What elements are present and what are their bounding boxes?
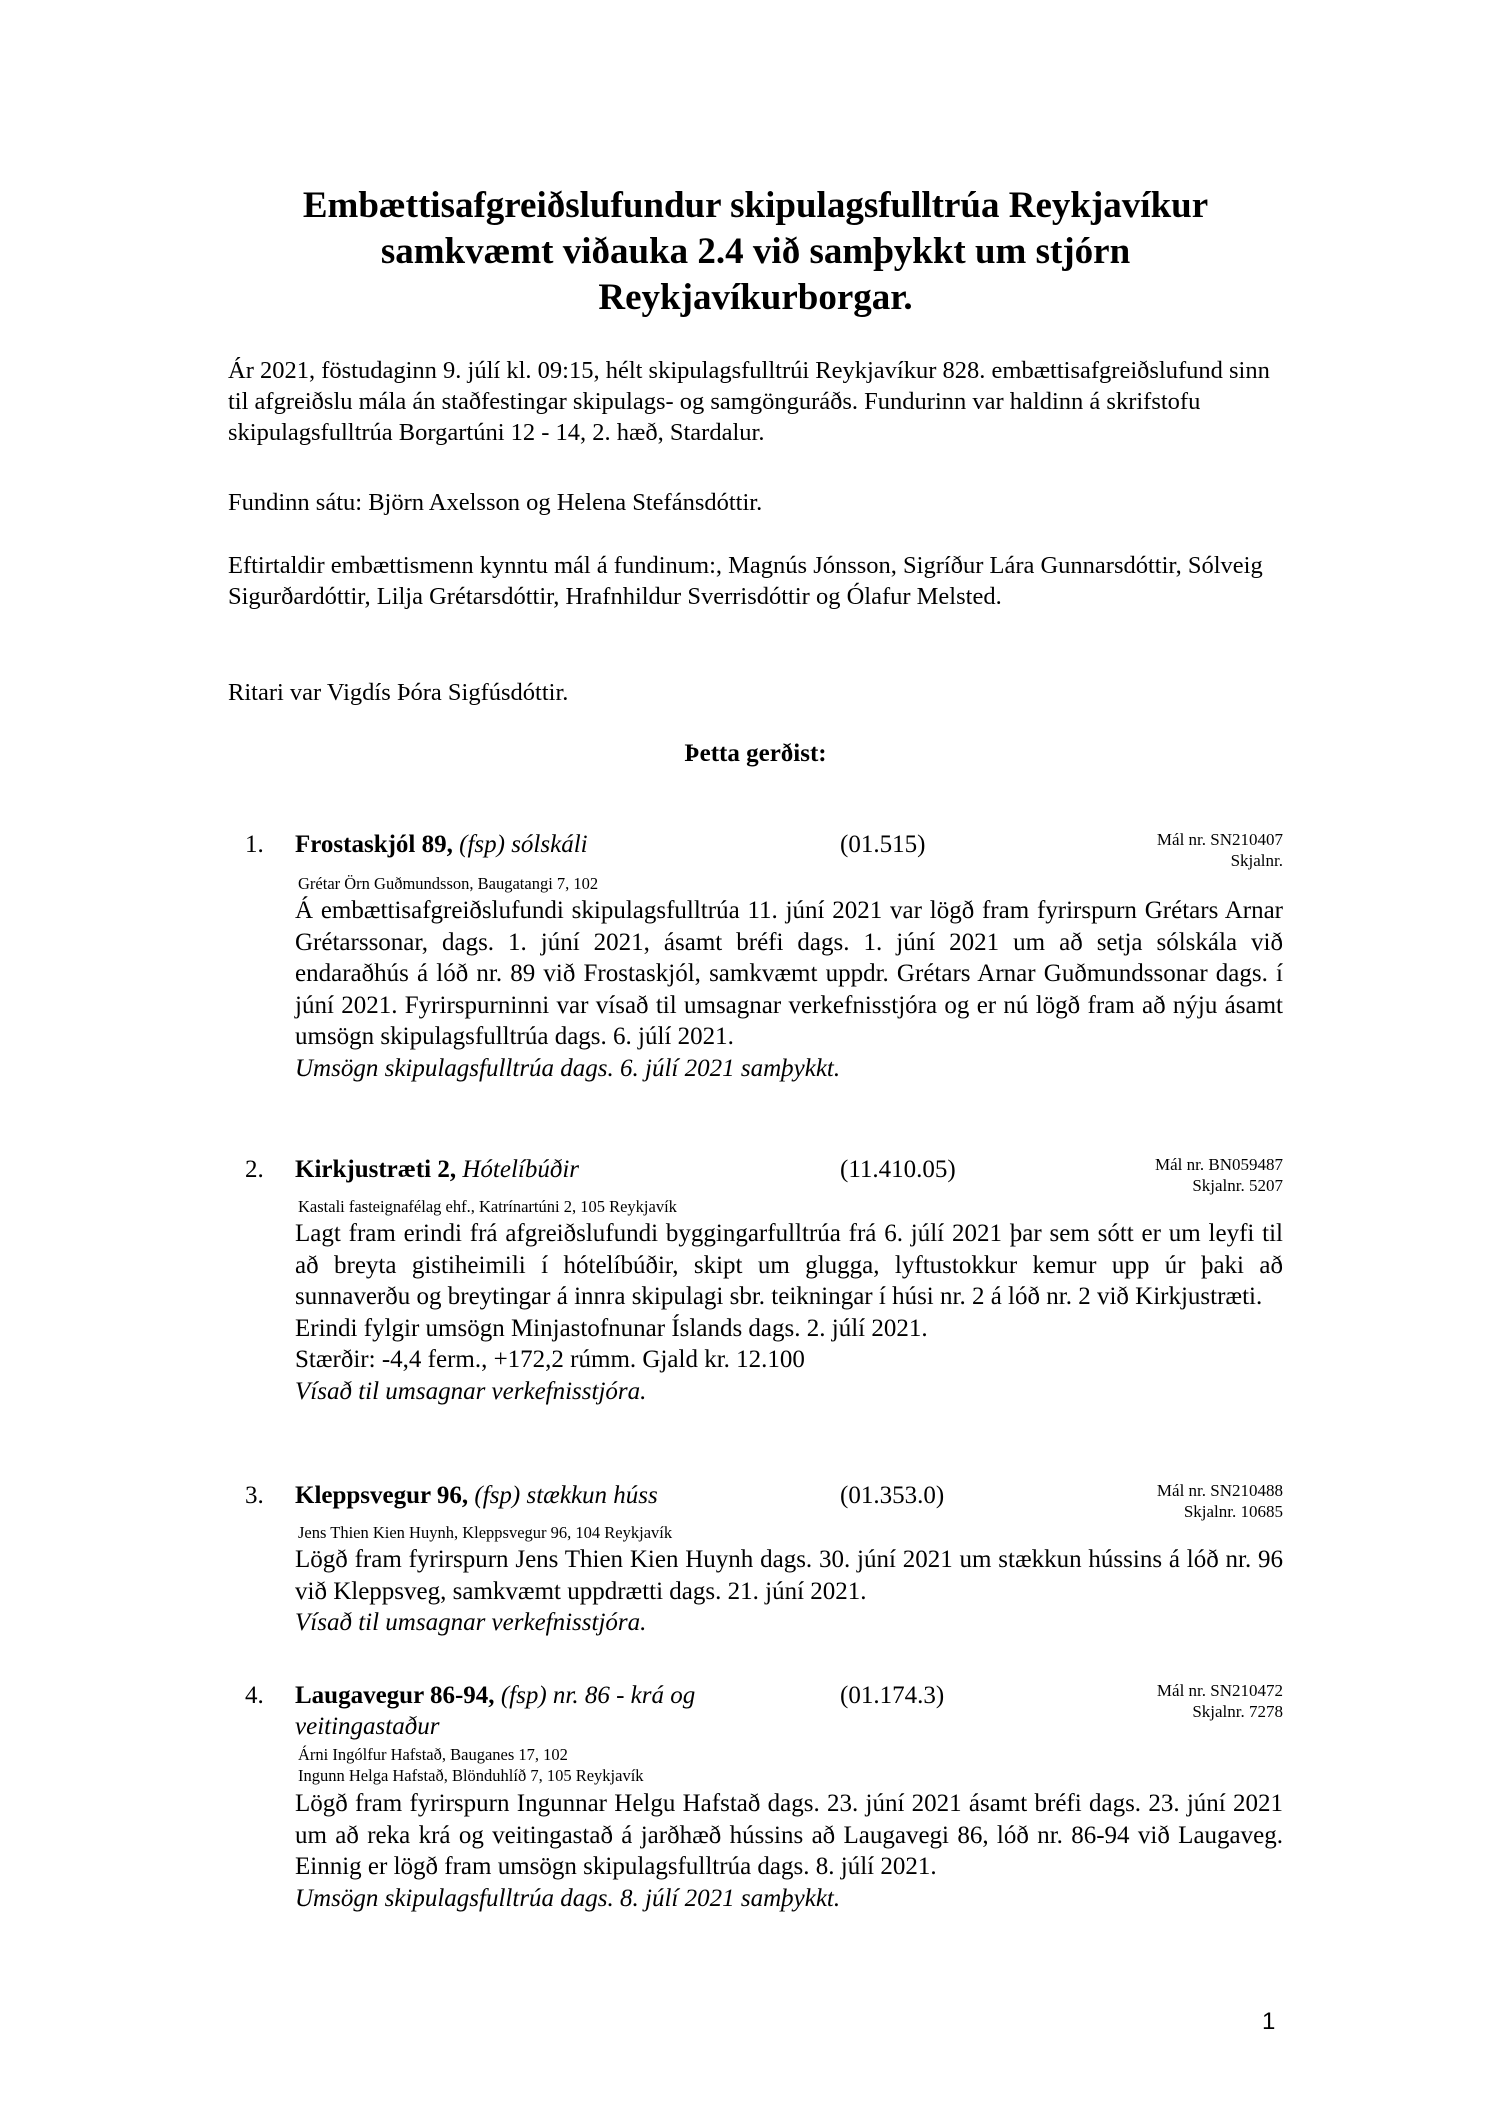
item-subject: (fsp) sólskáli <box>459 831 588 858</box>
item-conclusion: Umsögn skipulagsfulltrúa dags. 6. júlí 2021 samþykkt. <box>295 1054 841 1082</box>
item-conclusion: Vísað til umsagnar verkefnisstjóra. <box>295 1377 647 1405</box>
item-reference <box>1157 1680 1283 1722</box>
intro-paragraph: Ár 2021, föstudaginn 9. júlí kl. 09:15, hélt skipulagsfulltrúi Reykjavíkur 828. embættisafgreiðslufund sinn til afgreiðslu mála án staðfestingar skipulags- og samgönguráðs. Fundurinn var haldinn á skrifstofu skipulagsfulltrúa Borgartúni 12 - 14, 2. hæð, Stardalur. <box>228 357 1270 446</box>
item-subject: (fsp) nr. 86 - krá og veitingastaður <box>295 1682 696 1740</box>
item-number: 2. <box>245 1156 264 1183</box>
item-address: Kleppsvegur 96, <box>295 1482 469 1509</box>
case-number: Mál nr. BN059487 <box>1155 1155 1283 1174</box>
item-body <box>295 1218 1283 1407</box>
document-number: Skjalnr. 5207 <box>1192 1176 1283 1195</box>
attendees-paragraph: Fundinn sátu: Björn Axelsson og Helena Stefánsdóttir. <box>228 489 763 516</box>
document-number: Skjalnr. 7278 <box>1192 1702 1283 1721</box>
secretary-paragraph: Ritari var Vigdís Þóra Sigfúsdóttir. <box>228 679 569 706</box>
item-address: Kirkjustræti 2, <box>295 1156 457 1183</box>
item-applicant: Kastali fasteignafélag ehf., Katrínartúni 2, 105 Reykjavík <box>298 1197 677 1216</box>
item-body <box>295 1544 1283 1639</box>
item-heading <box>295 1680 765 1742</box>
document-title: Embættisafgreiðslufundur skipulagsfulltrúa Reykjavíkur samkvæmt viðauka 2.4 við samþykkt um stjórn Reykjavíkurborgar. <box>302 185 1209 318</box>
item-body-paragraph: Erindi fylgir umsögn Minjastofnunar Íslands dags. 2. júlí 2021. <box>295 1314 928 1342</box>
item-applicant: Grétar Örn Guðmundsson, Baugatangi 7, 102 <box>298 874 599 893</box>
item-body-paragraph: Á embættisafgreiðslufundi skipulagsfulltrúa 11. júní 2021 var lögð fram fyrirspurn Grétars Arnar Grétarssonar, dags. 1. júní 2021, ásamt bréfi dags. 1. júní 2021 um að setja sólskála við endaraðhús á lóð nr. 89 við Frostaskjól, samkvæmt uppdr. Grétars Arnar Guðmundssonar dags. í júní 2021. Fyrirspurninni var vísað til umsagnar verkefnisstjóra og er nú lögð fram að nýju ásamt umsögn skipulagsfulltrúa dags. 6. júlí 2021. <box>295 897 1283 1050</box>
item-land-code: (01.353.0) <box>840 1482 945 1509</box>
item-body <box>295 895 1283 1084</box>
item-number: 1. <box>245 831 264 858</box>
item-land-code: (01.174.3) <box>840 1682 945 1709</box>
item-body-paragraph: Lögð fram fyrirspurn Ingunnar Helgu Hafstað dags. 23. júní 2021 ásamt bréfi dags. 23. júní 2021 um að reka krá og veitingastað á jarðhæð hússins að Laugavegi 86, lóð nr. 86-94 við Laugaveg. Einnig er lögð fram umsögn skipulagsfulltrúa dags. 8. júlí 2021. <box>295 1790 1283 1880</box>
case-number: Mál nr. SN210472 <box>1156 1681 1283 1700</box>
item-number: 4. <box>245 1682 264 1709</box>
item-number: 3. <box>245 1482 264 1509</box>
item-conclusion: Umsögn skipulagsfulltrúa dags. 8. júlí 2021 samþykkt. <box>295 1884 841 1912</box>
item-body-paragraph: Lagt fram erindi frá afgreiðslufundi byggingarfulltrúa frá 6. júlí 2021 þar sem sótt er um leyfi til að breyta gistiheimili í hótelíbúðir, skipt um glugga, lyftustokkur kemur upp úr þaki að sunnaverðu og breytingar á innra skipulagi sbr. teikningar í húsi nr. 2 á lóð nr. 2 við Kirkjustræti. <box>295 1220 1283 1310</box>
item-heading <box>295 829 765 860</box>
case-number: Mál nr. SN210488 <box>1156 1481 1283 1500</box>
item-reference <box>1157 829 1283 871</box>
item-applicant: Ingunn Helga Hafstað, Blönduhlíð 7, 105 Reykjavík <box>298 1766 644 1785</box>
item-land-code: (11.410.05) <box>840 1156 956 1183</box>
item-conclusion: Vísað til umsagnar verkefnisstjóra. <box>295 1609 647 1636</box>
item-reference <box>1155 1154 1283 1196</box>
item-address: Frostaskjól 89, <box>295 831 453 858</box>
item-subject: Hótelíbúðir <box>462 1156 580 1183</box>
document-number: Skjalnr. 10685 <box>1183 1502 1283 1521</box>
item-land-code: (01.515) <box>840 831 926 858</box>
item-subject: (fsp) stækkun húss <box>474 1482 658 1509</box>
item-body-paragraph: Stærðir: -4,4 ferm., +172,2 rúmm. Gjald kr. 12.100 <box>295 1346 805 1373</box>
item-address: Laugavegur 86-94, <box>295 1682 495 1709</box>
item-body-paragraph: Lögð fram fyrirspurn Jens Thien Kien Huynh dags. 30. júní 2021 um stækkun hússins á lóð nr. 96 við Kleppsveg, samkvæmt uppdrætti dags. 21. júní 2021. <box>295 1546 1283 1605</box>
item-body <box>295 1788 1283 1914</box>
item-heading <box>295 1480 765 1511</box>
presenters-paragraph: Eftirtaldir embættismenn kynntu mál á fundinum:, Magnús Jónsson, Sigríður Lára Gunnarsdóttir, Sólveig Sigurðardóttir, Lilja Grétarsdóttir, Hrafnhildur Sverrisdóttir og Ólafur Melsted. <box>228 552 1263 610</box>
page-number: 1 <box>1262 2008 1276 2035</box>
item-reference <box>1157 1480 1283 1522</box>
document-number: Skjalnr. <box>1230 851 1283 870</box>
section-heading: Þetta gerðist: <box>684 740 827 767</box>
item-applicant: Árni Ingólfur Hafstað, Bauganes 17, 102 <box>298 1745 568 1764</box>
item-applicant: Jens Thien Kien Huynh, Kleppsvegur 96, 104 Reykjavík <box>298 1523 673 1542</box>
item-heading <box>295 1154 765 1185</box>
case-number: Mál nr. SN210407 <box>1156 830 1283 849</box>
